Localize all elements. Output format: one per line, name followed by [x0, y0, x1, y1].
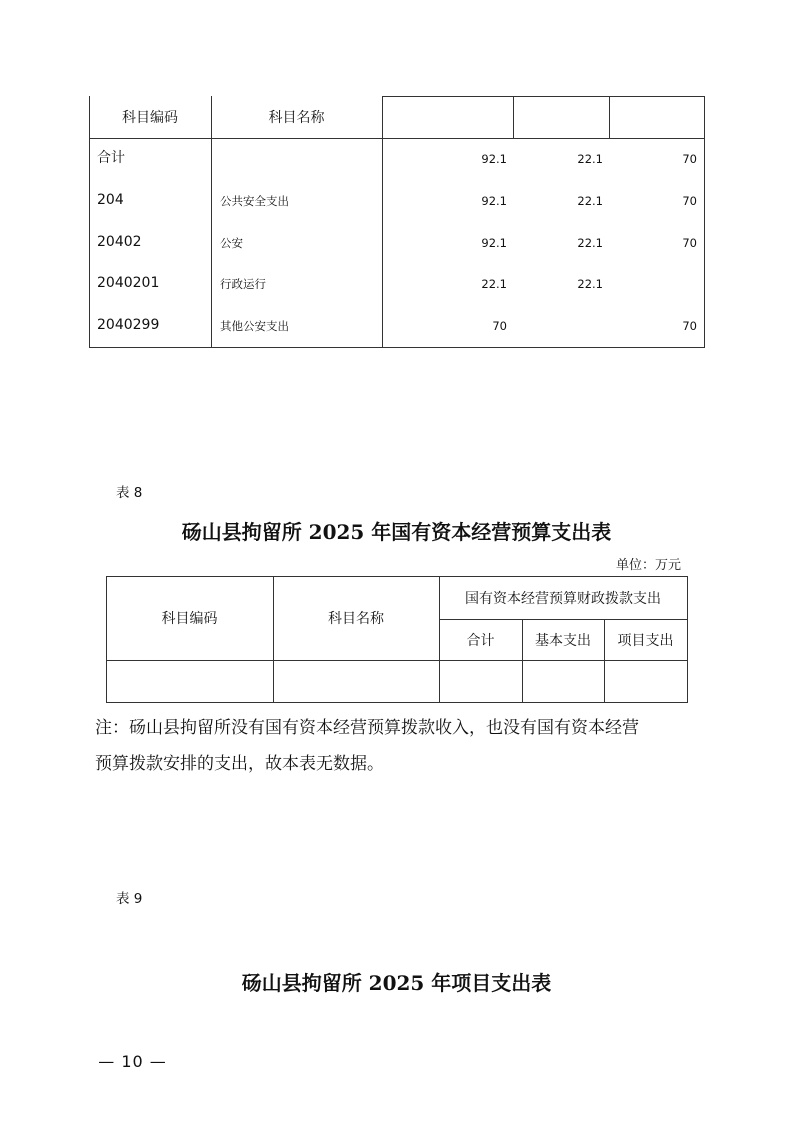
row-code: 合计: [97, 150, 125, 166]
row-project: 70: [682, 194, 697, 208]
row-basic: 22.1: [577, 277, 603, 291]
table-border: [89, 138, 705, 139]
note-line-1: 注：砀山县拘留所没有国有资本经营预算拨款收入，也没有国有资本经营: [95, 718, 639, 738]
row-basic: 22.1: [577, 236, 603, 250]
header-basic: 基本支出: [535, 632, 591, 649]
unit-label: 单位：万元: [615, 558, 681, 573]
row-name: 公共安全支出: [220, 194, 289, 208]
row-total: 92.1: [481, 236, 507, 250]
row-total: 22.1: [481, 277, 507, 291]
row-name: 行政运行: [220, 277, 266, 291]
table-border: [513, 96, 514, 138]
header-code: 科目编码: [122, 110, 178, 126]
table-border: [89, 347, 705, 348]
row-project: 70: [682, 236, 697, 250]
table-border: [704, 96, 705, 348]
table-border: [106, 702, 688, 703]
header-group: 国有资本经营预算财政拨款支出: [465, 590, 661, 607]
row-project: 70: [682, 319, 697, 333]
table8-label: 表 8: [116, 485, 143, 501]
table9-label: 表 9: [116, 891, 143, 907]
page-number: — 10 —: [98, 1052, 167, 1071]
header-project: 项目支出: [617, 632, 674, 649]
table-border: [106, 660, 688, 661]
header-code: 科目编码: [161, 611, 218, 627]
state-capital-budget-table: [106, 576, 688, 703]
header-name: 科目名称: [328, 611, 384, 627]
header-total: 合计: [466, 632, 495, 649]
row-code: 2040299: [97, 317, 160, 333]
table9-title: 砀山县拘留所 2025 年项目支出表: [241, 971, 552, 995]
table-border: [382, 96, 704, 97]
row-code: 204: [97, 192, 124, 208]
table-border: [609, 96, 610, 138]
header-name: 科目名称: [268, 110, 325, 126]
row-basic: 22.1: [577, 194, 603, 208]
row-basic: 22.1: [577, 152, 603, 166]
table8-title: 砀山县拘留所 2025 年国有资本经营预算支出表: [181, 520, 612, 544]
row-name: 公安: [220, 236, 243, 250]
row-code: 2040201: [97, 275, 160, 291]
row-name: 其他公安支出: [220, 319, 289, 333]
row-project: 70: [682, 152, 697, 166]
row-code: 20402: [97, 234, 142, 250]
table-border: [687, 576, 688, 703]
row-total: 92.1: [481, 152, 507, 166]
table-border: [382, 96, 383, 348]
budget-expense-table-continued: [89, 96, 705, 348]
row-total: 70: [492, 319, 507, 333]
note-line-2: 预算拨款安排的支出，故本表无数据。: [95, 754, 384, 774]
row-total: 92.1: [481, 194, 507, 208]
